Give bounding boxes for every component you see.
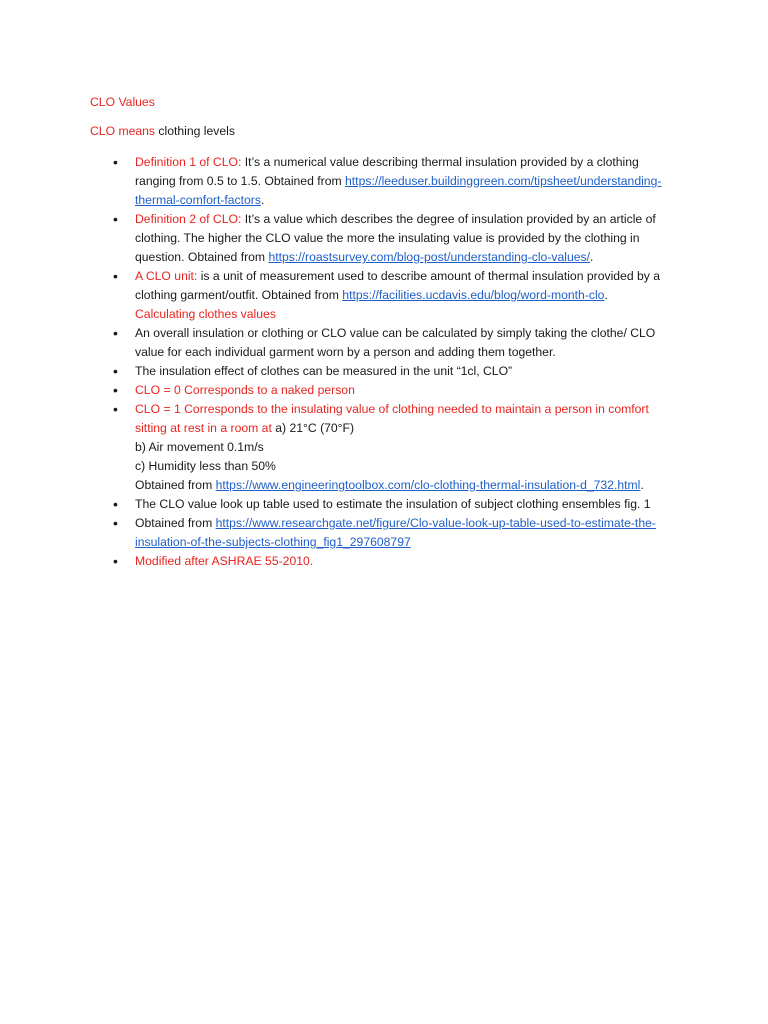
bullet: • (113, 553, 118, 569)
item-label: Modified after ASHRAE 55-2010. (135, 554, 314, 568)
item-label: CLO = 1 Corresponds to the insulating value of clothing needed to maintain a person in comfort sitting at rest in a room at (135, 402, 649, 435)
item-punct: . (260, 193, 265, 207)
source-link[interactable]: https://www.researchgate.net/figure/Clo-value-look-up-table-used-to-estimate-the-insulation-of-the-subjects-clothing_fig1_297608797 (135, 516, 656, 549)
item-punct: . (640, 478, 644, 492)
item-text: The insulation effect of clothes can be measured in the unit “1cl, CLO” (135, 364, 513, 378)
subtitle-rest: clothing levels (155, 124, 235, 138)
list-item-definition-2 (0, 210, 768, 267)
condition-air-movement: b) Air movement 0.1m/s (135, 440, 264, 454)
item-text: The CLO value look up table used to estimate the insulation of subject clothing ensembles fig. 1 (135, 497, 651, 511)
list-item-lookup-table (0, 495, 768, 514)
item-text: Obtained from (135, 516, 216, 530)
item-label: A CLO unit: (135, 269, 198, 283)
bullet: • (113, 515, 118, 531)
list-item-clo-unit (0, 267, 768, 324)
list-item-definition-1 (0, 153, 768, 210)
source-link[interactable]: https://leeduser.buildinggreen.com/tipsheet/understanding-thermal-comfort-factors (135, 174, 662, 207)
item-text: It’s a numerical value describing thermal insulation provided by a clothing ranging from 0.5 to 1.5. Obtained from (135, 155, 639, 188)
definition-list (0, 153, 768, 571)
list-item-ashrae (0, 552, 768, 571)
bullet: • (113, 268, 118, 284)
item-label: Definition 2 of CLO: (135, 212, 242, 226)
item-text: It’s a value which describes the degree of insulation provided by an article of clothing. The higher the CLO value the more the insulating value is provided by the clothing in question. Obtained from (135, 212, 656, 264)
bullet: • (113, 401, 118, 417)
section-heading-calculating: Calculating clothes values (135, 307, 276, 321)
list-item-obtained-researchgate (0, 514, 768, 552)
item-obtained: Obtained from (135, 478, 216, 492)
item-text: is a unit of measurement used to describe amount of thermal insulation provided by a clothing garment/outfit. Obtained from (135, 269, 661, 302)
item-text: a) 21°C (70°F) (271, 421, 355, 435)
subtitle-lead: CLO means (90, 124, 156, 138)
bullet: • (113, 496, 118, 512)
list-item-overall-insulation (0, 324, 768, 362)
source-link[interactable]: https://facilities.ucdavis.edu/blog/word-month-clo (342, 288, 605, 302)
subtitle (90, 123, 235, 139)
list-item-unit-measure (0, 362, 768, 381)
bullet: • (113, 154, 118, 170)
item-label: Definition 1 of CLO: (135, 155, 242, 169)
source-link[interactable]: https://www.engineeringtoolbox.com/clo-clothing-thermal-insulation-d_732.html (215, 478, 641, 492)
item-punct: . (590, 250, 594, 264)
item-punct: . (604, 288, 608, 302)
list-item-clo-0 (0, 381, 768, 400)
condition-humidity: c) Humidity less than 50% (135, 459, 276, 473)
item-label: CLO = 0 Corresponds to a naked person (135, 383, 355, 397)
bullet: • (113, 382, 118, 398)
list-item-clo-1 (0, 400, 768, 495)
source-link[interactable]: https://roastsurvey.com/blog-post/understanding-clo-values/ (268, 250, 591, 264)
bullet: • (113, 363, 118, 379)
page-title: CLO Values (90, 95, 155, 109)
bullet: • (113, 325, 118, 341)
bullet: • (113, 211, 118, 227)
item-text: An overall insulation or clothing or CLO value can be calculated by simply taking the clothe/ CLO value for each individual garment worn by a person and adding them together. (135, 326, 656, 359)
